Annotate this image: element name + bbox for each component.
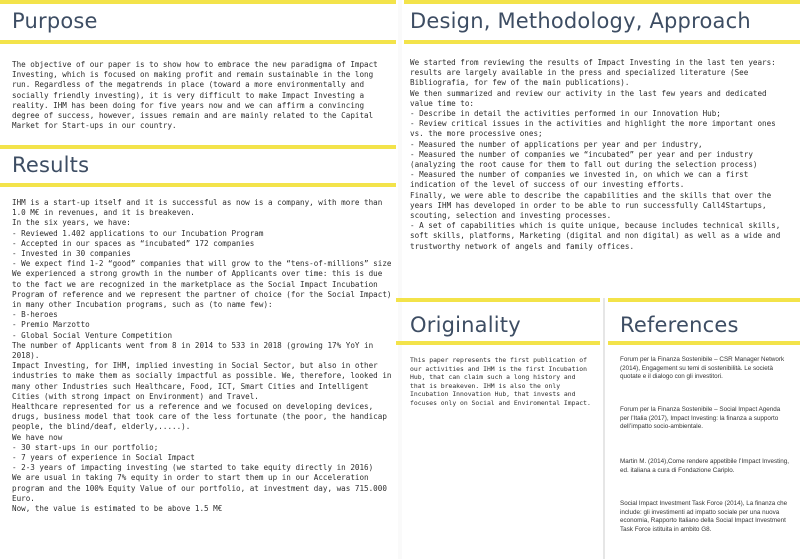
originality-bottom-bar: [396, 341, 600, 345]
purpose-heading: Purpose: [12, 9, 98, 33]
results-top-bar: [0, 145, 396, 149]
results-text: IHM is a start-up itself and it is successful as now is a company, with more than 1.0 M€ in revenues, and it is breakeven. In the six years, we have: - Reviewed 1.402 applications to our Incubation Program - Accepted in our spaces as “incubated” 172 companies - Invested in 30 companies - We expect find 1-2 “good” companies that will grow to the “tens-of-millions” size We experienced a strong growth in the number of Applicants over time: this is due to the fact we are recognized in the marketplace as the Social Impact Incubation Program of reference and we represent the partner of choice (for the Social Impact) in many other Incubation programs, such as (to name few): - B-heroes - Premio Marzotto - Global Social Venture Competition The number of Applicants went from 8 in 2014 to 533 in 2018 (growing 17% YoY in 2018). Impact Investing, for IHM, implied investing in Social Sector, but also in other industries to make them as socially impactful as possible. We, therefore, looked in many other Industries such Healthcare, Food, ICT, Smart Cities and Intelligent Cities (with strong impact on Environment) and Travel. Healthcare represented for us a reference and we focused on developing devices, drugs, business model that took care of the less fortunate (the poor, the handicap people, the blind/deaf, elderly,.....). We have now - 30 start-ups in our portfolio; - 7 years of experience in Social Impact - 2-3 years of impacting investing (we started to take equity directly in 2016) We are usual in taking 7% equity in order to start them up in our Acceleration program and the 100% Equity Value of our portfolio, at investment day, was 715.000 Euro. Now, the value is estimated to be above 1.5 M€: [12, 198, 392, 514]
results-heading: Results: [12, 153, 90, 177]
reference-item: Social Impact Investment Task Force (2014), La finanza che include: gli investimenti ad impatto sociale per una nuova economia, Rapporto Italiano della Social Impact Investment Task Force istituita in ambito G8.: [620, 500, 788, 533]
design-top-bar: [404, 0, 800, 4]
originality-text: This paper represents the first publication of our activities and IHM is the first Incubation Hub, that can claim such a long history and that is breakeven. IHM is also the only Incubation Innovation Hub, that invests and focuses only on Social and Enviromental Impact.: [410, 356, 591, 407]
purpose-top-bar: [0, 0, 396, 4]
references-bottom-bar: [608, 341, 800, 345]
design-heading: Design, Methodology, Approach: [410, 9, 751, 33]
references-heading: References: [620, 313, 739, 337]
originality-heading: Originality: [410, 313, 521, 337]
reference-item: Forum per la Finanza Sostenibile – Social Impact Agenda per l’Italia (2017), Impact Investing: la finanza a supporto dell’impatto socio-ambientale.: [620, 406, 781, 431]
purpose-text: The objective of our paper is to show how to embrace the new paradigma of Impact Investing, which is focused on making profit and remain sustainable in the long run. Regardless of the megatrends in place (toward a more environmentally and socially friendly investing), it is very difficult to make Impact Investing a reality. IHM has been doing for five years now and we can affirm a convincing degree of success, however, issues remain and are mainly related to the Capital Market for Start-ups in our country.: [12, 60, 378, 131]
purpose-bottom-bar: [0, 40, 396, 44]
results-bottom-bar: [0, 183, 396, 187]
references-top-bar: [608, 298, 800, 302]
originality-top-bar: [396, 298, 600, 302]
originality-references-divider: [603, 298, 605, 559]
design-text: We started from reviewing the results of Impact Investing in the last ten years: results are largely available in the press and specialized literature (See Bibliografia, for few of the main publications). We then summarized and review our activity in the last few years and dedicated value time to: - Describe in detail the activities performed in our Innovation Hub; - Review critical issues in the activities and highlight the more important ones vs. the more processive ones; - Measured the number of applications per year and per industry, - Measured the number of companies we “incubated” per year and per industry (analyzing the root cause for them to fall out during the selection process) - Measured the number of companies we invested in, on which we can a first indication of the level of success of our investing efforts. Finally, we were able to describe the capabilities and the skills that over the years IHM has developed in order to be able to run successfully Call4Startups, scouting, selection and investing processes. - A set of capabilities which is quite unique, because includes technical skills, soft skills, platforms, Marketing (digital and non digital) as well as a wide and trustworthy network of angels and family offices.: [410, 58, 781, 251]
reference-item: Forum per la Finanza Sostenibile – CSR Manager Network (2014), Engagement su temi di sostenibilità. Le società quotate e il dialogo con gli investitori.: [620, 356, 785, 381]
reference-item: Martin M. (2014),Come rendere appetibile l’Impact Investing, ed. italiana a cura di Fondazione Cariplo.: [620, 458, 790, 474]
design-bottom-bar: [404, 40, 800, 44]
column-divider: [398, 0, 402, 559]
